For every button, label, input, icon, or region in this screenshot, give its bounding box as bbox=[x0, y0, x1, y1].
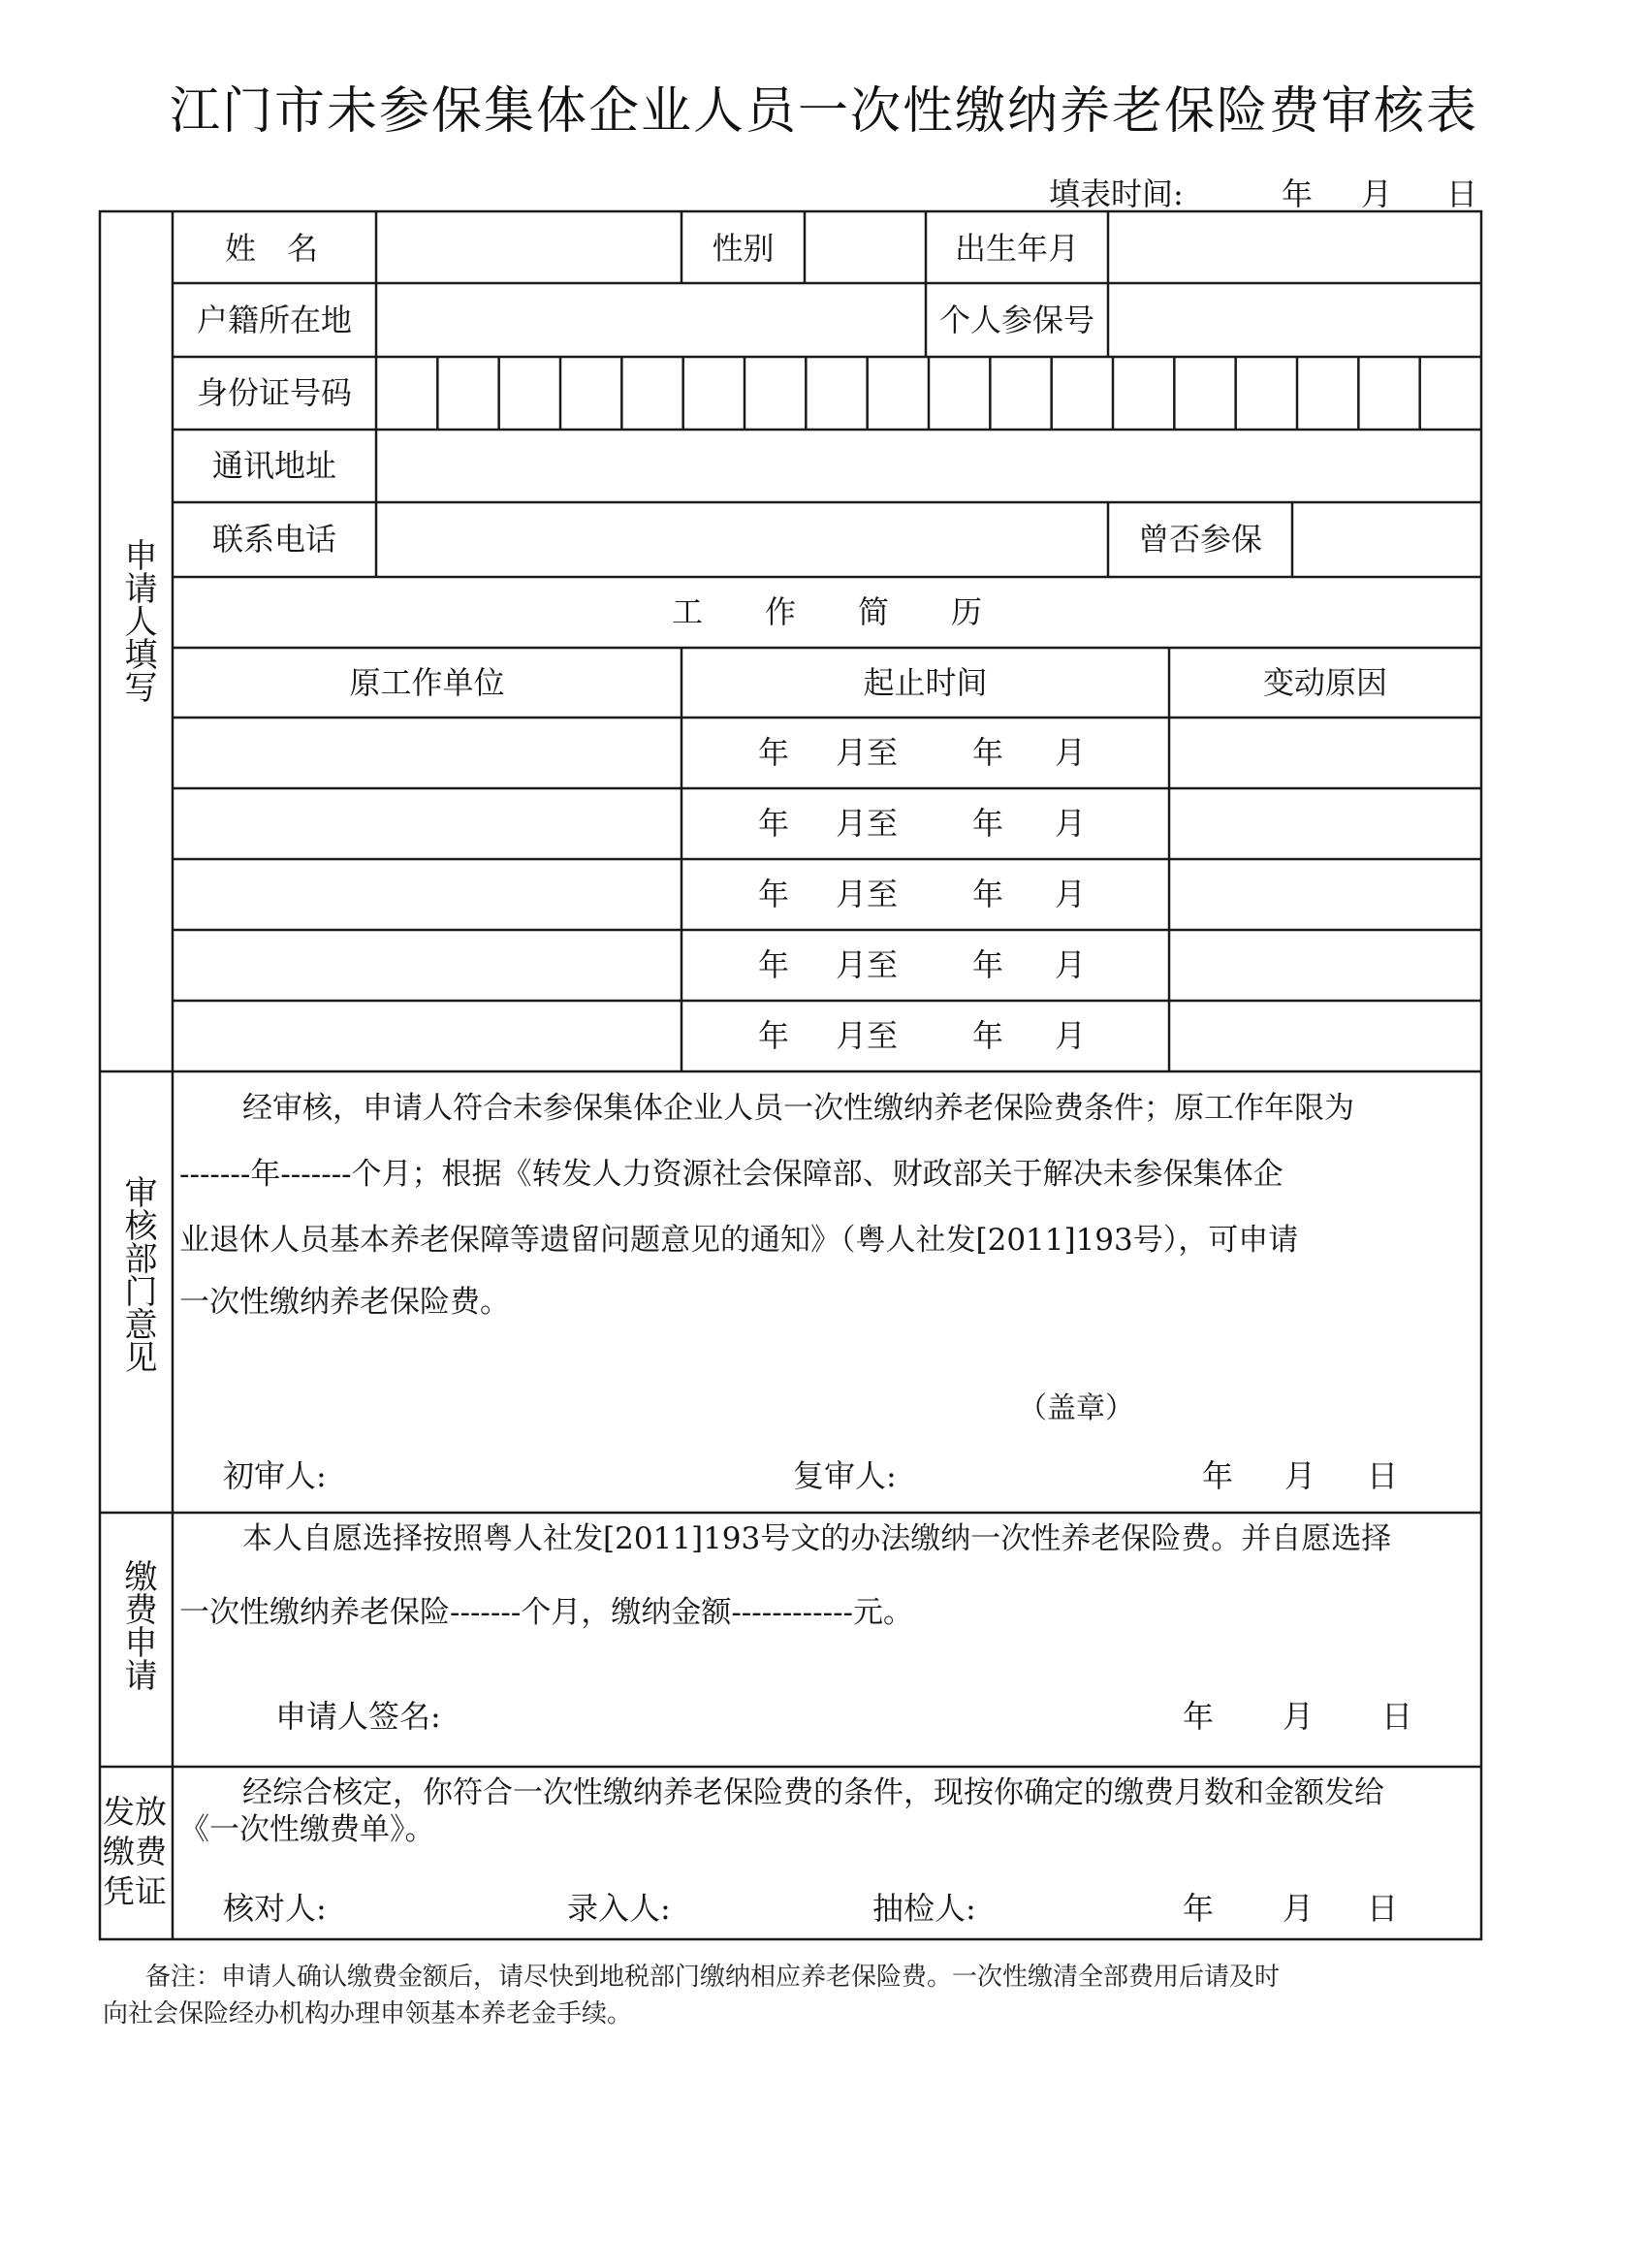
period-end-year: 年 bbox=[972, 805, 1004, 842]
work-unit-field[interactable] bbox=[176, 792, 679, 856]
work-history-title: 工 作 简 历 bbox=[671, 593, 982, 630]
change-reason-field[interactable] bbox=[1173, 934, 1478, 998]
voucher-line-2: 《一次性缴费单》。 bbox=[179, 1812, 435, 1847]
section-label-applicant: 申请人填写 bbox=[118, 538, 157, 703]
review-line-3: 业退休人员基本养老保障等遗留问题意见的通知》（粤人社发[2011]193号），可申请 bbox=[179, 1223, 1299, 1258]
work-unit-field[interactable] bbox=[176, 721, 679, 785]
review-seal: （盖章） bbox=[1018, 1391, 1134, 1425]
payment-signature: 申请人签名: bbox=[275, 1698, 441, 1735]
change-reason-field[interactable] bbox=[1173, 1005, 1478, 1069]
address-field[interactable] bbox=[380, 433, 1478, 499]
payment-line-1: 本人自愿选择按照粤人社发[2011]193号文的办法缴纳一次性养老保险费。并自愿选择 bbox=[242, 1521, 1392, 1556]
section-label-voucher-mid: 缴费 bbox=[103, 1833, 167, 1870]
period-end-month: 月 bbox=[1055, 1017, 1087, 1054]
work-unit-field[interactable] bbox=[176, 863, 679, 927]
period-start-month-to: 月至 bbox=[836, 805, 899, 842]
label-id-number: 身份证号码 bbox=[196, 374, 352, 411]
insurance-no-field[interactable] bbox=[1112, 287, 1478, 353]
gender-field[interactable] bbox=[808, 215, 923, 279]
fill-time-day: 日 bbox=[1446, 176, 1478, 212]
fill-time-label: 填表时间: bbox=[1049, 176, 1184, 212]
period-start-month-to: 月至 bbox=[836, 946, 899, 983]
birth-field[interactable] bbox=[1112, 215, 1478, 279]
voucher-inspector: 抽检人: bbox=[872, 1890, 976, 1927]
section-label-review: 审核部门意见 bbox=[118, 1175, 157, 1373]
payment-year: 年 bbox=[1183, 1698, 1215, 1735]
change-reason-field[interactable] bbox=[1173, 721, 1478, 785]
voucher-month: 月 bbox=[1283, 1890, 1315, 1927]
voucher-line-1: 经综合核定，你符合一次性缴纳养老保险费的条件，现按你确定的缴费月数和金额发给 bbox=[242, 1775, 1384, 1810]
label-insurance-no: 个人参保号 bbox=[938, 302, 1094, 338]
label-insured-before: 曾否参保 bbox=[1137, 521, 1262, 558]
form-title: 江门市未参保集体企业人员一次性缴纳养老保险费审核表 bbox=[169, 82, 1478, 141]
note-line-1: 备注：申请人确认缴费金额后，请尽快到地税部门缴纳相应养老保险费。一次性缴清全部费用后请及时 bbox=[145, 1963, 1281, 1992]
review-first-reviewer: 初审人: bbox=[223, 1457, 327, 1494]
name-field[interactable] bbox=[380, 215, 679, 279]
period-start-year: 年 bbox=[758, 946, 790, 983]
period-start-year: 年 bbox=[758, 805, 790, 842]
col-header-period: 起止时间 bbox=[863, 664, 988, 701]
period-end-year: 年 bbox=[972, 1017, 1004, 1054]
review-line-1: 经审核，申请人符合未参保集体企业人员一次性缴纳养老保险费条件；原工作年限为 bbox=[242, 1091, 1354, 1126]
period-start-year: 年 bbox=[758, 876, 790, 912]
voucher-day: 日 bbox=[1367, 1890, 1399, 1927]
label-address: 通讯地址 bbox=[211, 447, 336, 484]
period-end-month: 月 bbox=[1055, 805, 1087, 842]
label-hukou: 户籍所在地 bbox=[196, 302, 352, 338]
review-line-4: 一次性缴纳养老保险费。 bbox=[179, 1285, 510, 1320]
fill-time-month: 月 bbox=[1361, 176, 1393, 212]
period-start-month-to: 月至 bbox=[836, 734, 899, 771]
label-birth: 出生年月 bbox=[954, 230, 1079, 267]
work-unit-field[interactable] bbox=[176, 1005, 679, 1069]
period-start-year: 年 bbox=[758, 734, 790, 771]
label-name: 姓 名 bbox=[225, 230, 319, 267]
review-second-reviewer: 复审人: bbox=[793, 1457, 897, 1494]
period-start-year: 年 bbox=[758, 1017, 790, 1054]
section-label-voucher-top: 发放 bbox=[103, 1793, 167, 1831]
col-header-reason: 变动原因 bbox=[1262, 664, 1387, 701]
payment-day: 日 bbox=[1381, 1698, 1413, 1735]
payment-line-2: 一次性缴纳养老保险-------个月，缴纳金额------------元。 bbox=[179, 1595, 914, 1630]
change-reason-field[interactable] bbox=[1173, 792, 1478, 856]
id-number-field[interactable] bbox=[380, 360, 1478, 426]
period-end-year: 年 bbox=[972, 734, 1004, 771]
work-unit-field[interactable] bbox=[176, 934, 679, 998]
hukou-field[interactable] bbox=[380, 287, 923, 353]
voucher-entry: 录入人: bbox=[567, 1890, 671, 1927]
note-line-2: 向社会保险经办机构办理申领基本养老金手续。 bbox=[103, 1999, 633, 2028]
insured-before-field[interactable] bbox=[1296, 506, 1478, 574]
change-reason-field[interactable] bbox=[1173, 863, 1478, 927]
review-line-2: -------年-------个月；根据《转发人力资源社会保障部、财政部关于解决未参保集体企 bbox=[179, 1157, 1284, 1192]
label-phone: 联系电话 bbox=[211, 521, 336, 558]
voucher-checker: 核对人: bbox=[223, 1890, 327, 1927]
review-year: 年 bbox=[1202, 1457, 1234, 1494]
period-end-month: 月 bbox=[1055, 946, 1087, 983]
period-end-year: 年 bbox=[972, 946, 1004, 983]
voucher-year: 年 bbox=[1183, 1890, 1215, 1927]
fill-time-year: 年 bbox=[1282, 176, 1314, 212]
payment-month: 月 bbox=[1283, 1698, 1315, 1735]
period-end-month: 月 bbox=[1055, 876, 1087, 912]
review-day: 日 bbox=[1367, 1457, 1399, 1494]
period-start-month-to: 月至 bbox=[836, 876, 899, 912]
period-end-month: 月 bbox=[1055, 734, 1087, 771]
label-gender: 性别 bbox=[712, 230, 775, 267]
period-start-month-to: 月至 bbox=[836, 1017, 899, 1054]
col-header-unit: 原工作单位 bbox=[349, 664, 505, 701]
period-end-year: 年 bbox=[972, 876, 1004, 912]
section-label-payment: 缴费申请 bbox=[118, 1559, 157, 1691]
review-month: 月 bbox=[1284, 1457, 1316, 1494]
section-label-voucher-bot: 凭证 bbox=[103, 1872, 167, 1910]
phone-field[interactable] bbox=[380, 506, 1105, 574]
